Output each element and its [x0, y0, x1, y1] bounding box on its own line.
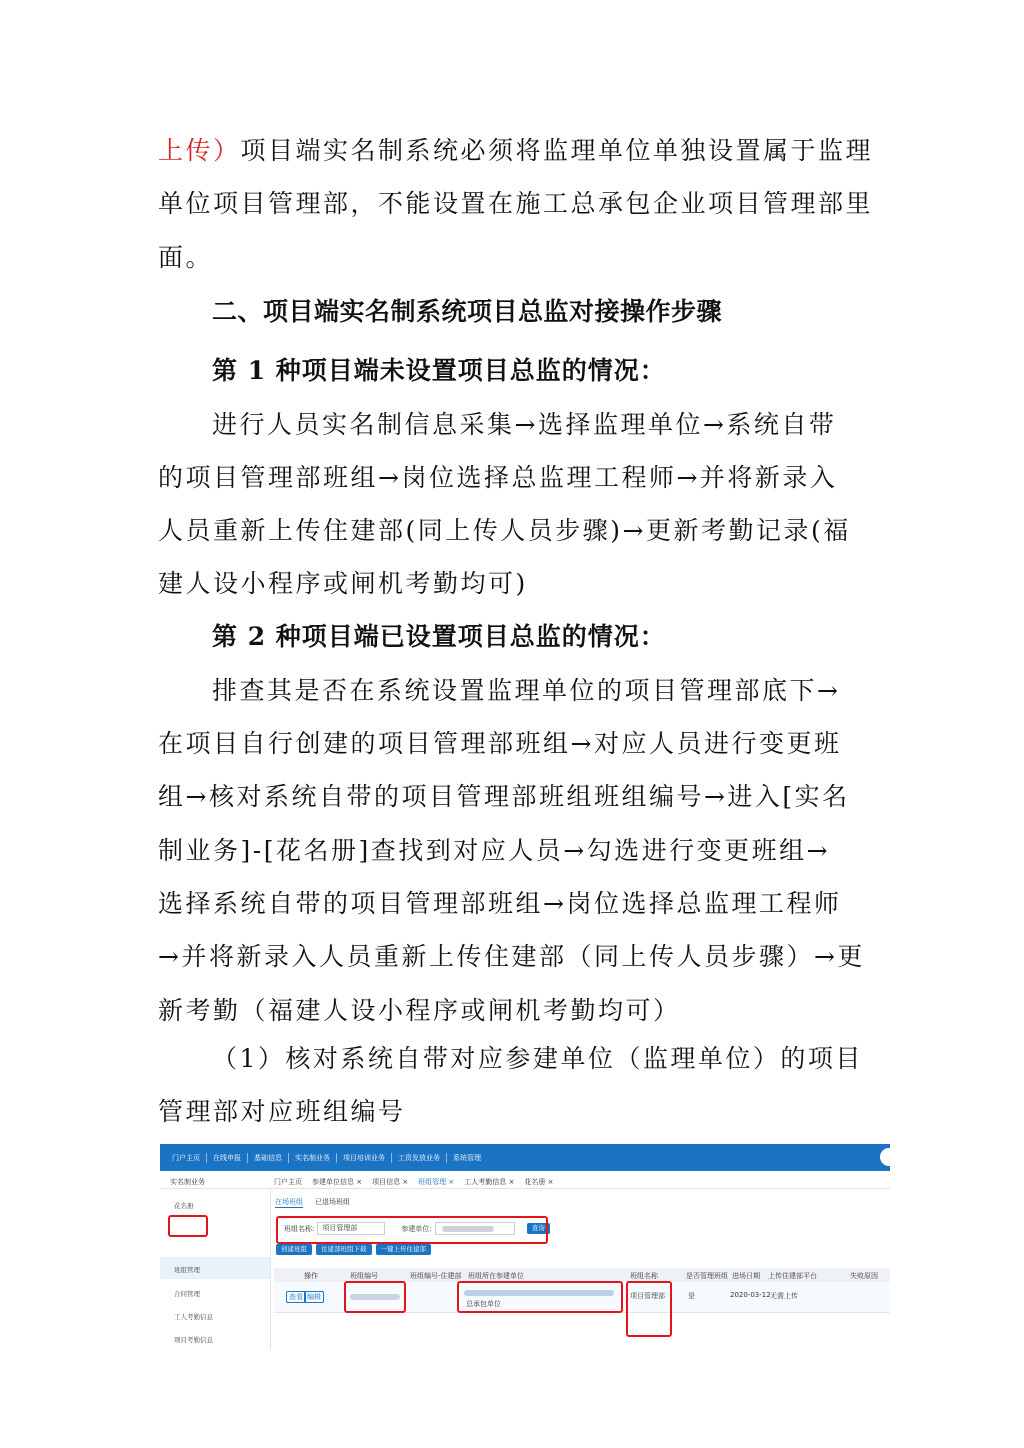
nav-item[interactable]: 系统管理 — [453, 1154, 481, 1162]
edit-button[interactable]: 编辑 — [304, 1291, 324, 1303]
tabs-row — [160, 1174, 890, 1189]
red-text: 上传） — [158, 136, 241, 165]
paragraph-line: 排查其是否在系统设置监理单位的项目管理部底下→ — [212, 676, 841, 705]
col-header: 班组所在参建单位 — [468, 1272, 524, 1280]
paragraph-line — [158, 136, 874, 166]
col-header: 操作 — [304, 1272, 318, 1280]
team-name-label: 班组名称: — [284, 1224, 315, 1233]
sidebar-item-active[interactable]: 班组管理 — [174, 1266, 200, 1274]
col-header: 班组编号 — [350, 1272, 378, 1280]
embedded-screenshot — [160, 1144, 890, 1350]
nav-item[interactable]: 工资发放业务 — [392, 1153, 447, 1163]
paragraph-line: →并将新录入人员重新上传住建部（同上传人员步骤）→更 — [158, 942, 865, 971]
page-tabs — [274, 1177, 553, 1187]
text: 项目端实名制系统必须将监理单位单独设置属于监理 — [240, 136, 874, 165]
tab-active[interactable]: 班组管理 × — [418, 1178, 455, 1186]
search-button[interactable]: 查询 — [527, 1223, 550, 1234]
entry-date-cell: 2020-03-12 — [730, 1291, 771, 1299]
unit-sub: 总承包单位 — [466, 1300, 501, 1308]
unit-label: 参建单位: — [401, 1224, 432, 1233]
sidebar-item[interactable]: 合同管理 — [174, 1290, 200, 1298]
highlight-box — [168, 1215, 208, 1237]
paragraph-line: 人员重新上传住建部(同上传人员步骤)→更新考勤记录(福 — [158, 516, 851, 545]
section-title: 实名制业务 — [170, 1178, 205, 1186]
top-nav — [166, 1153, 487, 1163]
section-heading: 二、项目端实名制系统项目总监对接操作步骤 — [212, 297, 723, 326]
upload-button[interactable]: 一键上传住建部 — [376, 1244, 432, 1255]
action-buttons — [276, 1244, 431, 1255]
paragraph-line: 制业务]-[花名册]查找到对应人员→勾选进行变更班组→ — [158, 836, 831, 865]
col-header: 上传住建部平台 — [768, 1272, 817, 1280]
sidebar-item[interactable]: 花名册 — [174, 1202, 194, 1210]
is-manage-cell: 是 — [688, 1292, 695, 1300]
col-header: 失败原因 — [850, 1272, 878, 1280]
nav-item[interactable]: 门户主页 — [166, 1153, 207, 1163]
top-nav-bar — [160, 1144, 890, 1171]
paragraph-line: 新考勤（福建人设小程序或闸机考勤均可） — [158, 996, 681, 1025]
create-team-button[interactable]: 创建班组 — [276, 1244, 312, 1255]
tab[interactable]: 参建单位信息 × — [312, 1178, 363, 1186]
paragraph-line: 面。 — [158, 243, 214, 272]
nav-item[interactable]: 实名制业务 — [289, 1153, 337, 1163]
paragraph-line: （1）核对系统自带对应参建单位（监理单位）的项目 — [212, 1044, 863, 1073]
case1-title: 第 1 种项目端未设置项目总监的情况： — [212, 356, 666, 385]
highlight-box — [457, 1281, 623, 1313]
paragraph-line: 建人设小程序或闸机考勤均可) — [158, 569, 528, 598]
team-name-cell: 项目管理部 — [630, 1292, 665, 1300]
upload-cell: 无需上传 — [770, 1292, 798, 1300]
collapse-handle[interactable] — [880, 1148, 890, 1166]
paragraph-line: 进行人员实名制信息采集→选择监理单位→系统自带 — [212, 410, 837, 439]
col-header: 是否管理班组 — [686, 1272, 728, 1280]
sub-tabs — [275, 1197, 350, 1208]
paragraph-line: 的项目管理部班组→岗位选择总监理工程师→并将新录入 — [158, 463, 838, 492]
table-header — [274, 1268, 890, 1282]
tab[interactable]: 工人考勤信息 × — [464, 1178, 515, 1186]
paragraph-line: 选择系统自带的项目管理部班组→岗位选择总监理工程师 — [158, 889, 842, 918]
highlight-box — [626, 1281, 672, 1337]
paragraph-line: 在项目自行创建的项目管理部班组→对应人员进行变更班 — [158, 729, 842, 758]
highlight-box — [276, 1216, 548, 1244]
tab[interactable]: 花名册 × — [524, 1178, 554, 1186]
sidebar-item[interactable]: 工人考勤信息 — [174, 1313, 213, 1321]
nav-item[interactable]: 项目培训业务 — [337, 1153, 392, 1163]
highlight-box — [344, 1281, 406, 1313]
paragraph-line: 管理部对应班组编号 — [158, 1097, 406, 1126]
view-button[interactable]: 查看 — [286, 1291, 306, 1303]
col-header: 班组编号-住建部 — [410, 1272, 462, 1280]
subtab[interactable]: 已退场班组 — [315, 1198, 350, 1206]
subtab-active[interactable]: 在场班组 — [275, 1198, 303, 1206]
col-header: 进场日期 — [732, 1272, 760, 1280]
case2-title: 第 2 种项目端已设置项目总监的情况： — [212, 622, 666, 651]
paragraph-line: 组→核对系统自带的项目管理部班组班组编号→进入[实名 — [158, 782, 850, 811]
paragraph-line: 单位项目管理部，不能设置在施工总承包企业项目管理部里 — [158, 189, 874, 218]
download-team-button[interactable]: 住建部班组下载 — [316, 1244, 372, 1255]
tab[interactable]: 项目信息 × — [372, 1178, 409, 1186]
sidebar — [160, 1189, 271, 1350]
nav-item[interactable]: 在线申报 — [207, 1153, 248, 1163]
sidebar-item[interactable]: 项目考勤信息 — [174, 1336, 213, 1344]
nav-item[interactable]: 基础信息 — [248, 1153, 289, 1163]
team-name-input[interactable]: 项目管理部 — [317, 1222, 385, 1235]
tab[interactable]: 门户主页 — [274, 1178, 302, 1186]
col-header: 班组名称 — [630, 1272, 658, 1280]
